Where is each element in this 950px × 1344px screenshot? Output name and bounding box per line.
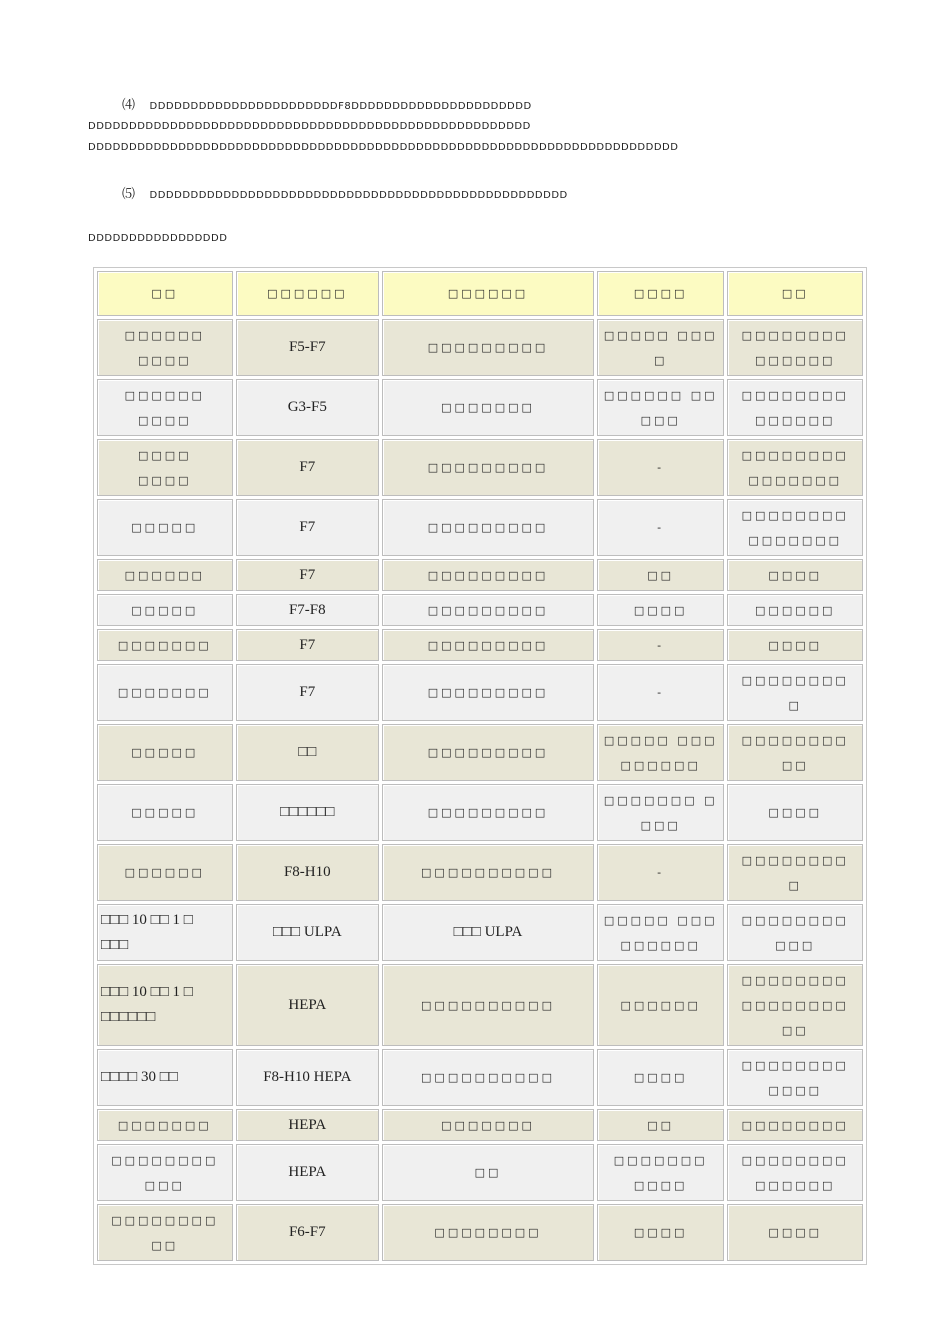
table-cell: □□□□□□□□ □□□	[727, 904, 863, 961]
table-cell: □□□□□	[97, 594, 233, 626]
table-cell: F7	[236, 439, 380, 496]
table-cell: □□□□□	[97, 784, 233, 841]
table-row	[97, 1109, 863, 1141]
table-row	[97, 844, 863, 901]
table-cell: F7	[236, 629, 380, 661]
table-header-cell: □□	[97, 271, 233, 316]
table-cell: □□□□□□□□□	[382, 594, 594, 626]
table-row	[97, 1144, 863, 1201]
table-cell: □□□ ULPA	[236, 904, 380, 961]
table-cell: □□□□□□□□ □□□□□□□	[727, 439, 863, 496]
table-cell: □□□□□□	[727, 594, 863, 626]
table-cell: □□□ 10 □□ 1 □ □□□□□□	[97, 964, 233, 1046]
table-cell: □□□□□□□□□□	[382, 964, 594, 1046]
table-cell: □□□□□	[97, 724, 233, 781]
table-cell: □□□□	[727, 559, 863, 591]
table-cell: F8-H10	[236, 844, 380, 901]
table-cell: □□□□ 30 □□	[97, 1049, 233, 1106]
table-cell: □□□□□	[97, 499, 233, 556]
table-cell: □□□□□□□□	[727, 1109, 863, 1141]
paragraph-4-line-3: DDDDDDDDDDDDDDDDDDDDDDDDDDDDDDDDDDDDDDDDDDDDDDDDDDDDDDDDDDDDDDDDDDDDDDDD	[88, 142, 679, 153]
table-cell: □□□□□□ □□□□	[97, 319, 233, 376]
table-row	[97, 904, 863, 961]
table-cell: □□□□□□□	[97, 1109, 233, 1141]
table-cell: HEPA	[236, 1144, 380, 1201]
table-row	[97, 379, 863, 436]
table-row	[97, 629, 863, 661]
table-cell: F5-F7	[236, 319, 380, 376]
table-cell: □□□ ULPA	[382, 904, 594, 961]
table-cell: □□□□□□□□□	[382, 629, 594, 661]
table-cell: □□□□□□ □□ □□□	[597, 379, 725, 436]
table-row	[97, 664, 863, 721]
table-row	[97, 594, 863, 626]
table-cell: □□□□□□□ □ □□□	[597, 784, 725, 841]
table-cell: □□□□□□□□ □□	[727, 724, 863, 781]
table-row	[97, 559, 863, 591]
table-cell: -	[597, 439, 725, 496]
table-cell: □□□□□□□□ □	[727, 664, 863, 721]
paragraph-5-line-1	[122, 183, 568, 202]
table-cell: F6-F7	[236, 1204, 380, 1261]
table-cell: □□□□□□	[236, 784, 380, 841]
table-cell: □□□□	[597, 1204, 725, 1261]
table-cell: □□□□□□□□ □□□□□□	[727, 379, 863, 436]
table-cell: □□□□ □□□□	[97, 439, 233, 496]
table-cell: □□□□□□□□ □	[727, 844, 863, 901]
table-cell: HEPA	[236, 1109, 380, 1141]
table-cell: □□	[597, 559, 725, 591]
table-cell: □□□□	[597, 594, 725, 626]
table-row	[97, 439, 863, 496]
table-row	[97, 499, 863, 556]
table-cell: □□□□□□□□□□	[382, 844, 594, 901]
table-cell: □□□□□□□	[97, 664, 233, 721]
table-cell: □□□□	[597, 1049, 725, 1106]
table-cell: □□□□□□□□ □□□	[97, 1144, 233, 1201]
table-cell: □□□□□□□□□	[382, 664, 594, 721]
table-cell: F7	[236, 664, 380, 721]
table-cell: □□□□□□	[97, 559, 233, 591]
table-cell: □□□□□□	[597, 964, 725, 1046]
table-cell: □□□□□□□□ □□□□	[727, 1049, 863, 1106]
table-cell: HEPA	[236, 964, 380, 1046]
table-cell: □□□□□□□	[97, 629, 233, 661]
table-cell: □□□□□□□□ □□□□□□	[727, 319, 863, 376]
table-header-cell: □□□□□□	[236, 271, 380, 316]
table-header-cell: □□□□□□	[382, 271, 594, 316]
table-row	[97, 1049, 863, 1106]
table-cell: F8-H10 HEPA	[236, 1049, 380, 1106]
paragraph-4-line-2: DDDDDDDDDDDDDDDDDDDDDDDDDDDDDDDDDDDDDDDDDDDDDDDDDDDDDD	[88, 121, 531, 132]
table-cell: F7	[236, 499, 380, 556]
table-cell: □□□□	[727, 784, 863, 841]
table-cell: □□□□□□□□□□	[382, 1049, 594, 1106]
table-cell: □□□ 10 □□ 1 □ □□□	[97, 904, 233, 961]
table-row	[97, 1204, 863, 1261]
table-cell: □□□□□□□ □□□□	[597, 1144, 725, 1201]
table-cell: □□□□□□ □□□□	[97, 379, 233, 436]
table-header-cell: □□□□	[597, 271, 725, 316]
table-cell: □□□□	[727, 1204, 863, 1261]
table-cell: -	[597, 499, 725, 556]
table-cell: -	[597, 664, 725, 721]
table-cell: □□□□□ □□□ □□□□□□	[597, 904, 725, 961]
table-row	[97, 964, 863, 1046]
table-cell: □□□□□□□□□	[382, 439, 594, 496]
paragraph-4-number: ⑷	[122, 98, 136, 113]
paragraph-5-text: DDDDDDDDDDDDDDDDDDDDDDDDDDDDDDDDDDDDDDDDDDDDDDDDDDD	[149, 190, 568, 201]
table-cell: G3-F5	[236, 379, 380, 436]
table-row	[97, 784, 863, 841]
table-cell: □□□□□□□□ □□□□□□□	[727, 499, 863, 556]
table-cell: □□□□□□□□□	[382, 559, 594, 591]
table-cell: F7	[236, 559, 380, 591]
table-cell: F7-F8	[236, 594, 380, 626]
table-cell: □□□□□□□□□	[382, 724, 594, 781]
table-row	[97, 724, 863, 781]
table-cell: □□	[382, 1144, 594, 1201]
paragraph-5-number: ⑸	[122, 187, 136, 202]
table-cell: □□□□□□□□□	[382, 784, 594, 841]
filter-spec-table	[93, 267, 867, 1265]
table-cell: □□□□□□□	[382, 379, 594, 436]
table-cell: □□□□□ □□□ □□□□□□	[597, 724, 725, 781]
table-cell: □□□□□□□	[382, 1109, 594, 1141]
table-cell: □□□□	[727, 629, 863, 661]
paragraph-4-line-1	[122, 94, 532, 113]
table-cell: □□□□□ □□□ □	[597, 319, 725, 376]
table-cell: □□□□□□□□ □□□□□□	[727, 1144, 863, 1201]
table-cell: -	[597, 844, 725, 901]
table-row	[97, 319, 863, 376]
paragraph-4-text: DDDDDDDDDDDDDDDDDDDDDDDF8DDDDDDDDDDDDDDDDDDDDDD	[149, 101, 532, 112]
table-cell: □□□□□□□□□	[382, 319, 594, 376]
table-cell: □□□□□□□□ □□	[97, 1204, 233, 1261]
table-cell: □□	[236, 724, 380, 781]
filter-spec-table-body	[97, 271, 863, 1261]
table-header-cell: □□	[727, 271, 863, 316]
table-cell: □□□□□□□□	[382, 1204, 594, 1261]
table-cell: □□□□□□	[97, 844, 233, 901]
table-caption: DDDDDDDDDDDDDDDDD	[88, 233, 228, 244]
table-cell: □□□□□□□□□	[382, 499, 594, 556]
table-cell: -	[597, 629, 725, 661]
table-cell: □□	[597, 1109, 725, 1141]
table-cell: □□□□□□□□ □□□□□□□□ □□	[727, 964, 863, 1046]
table-header-row	[97, 271, 863, 316]
